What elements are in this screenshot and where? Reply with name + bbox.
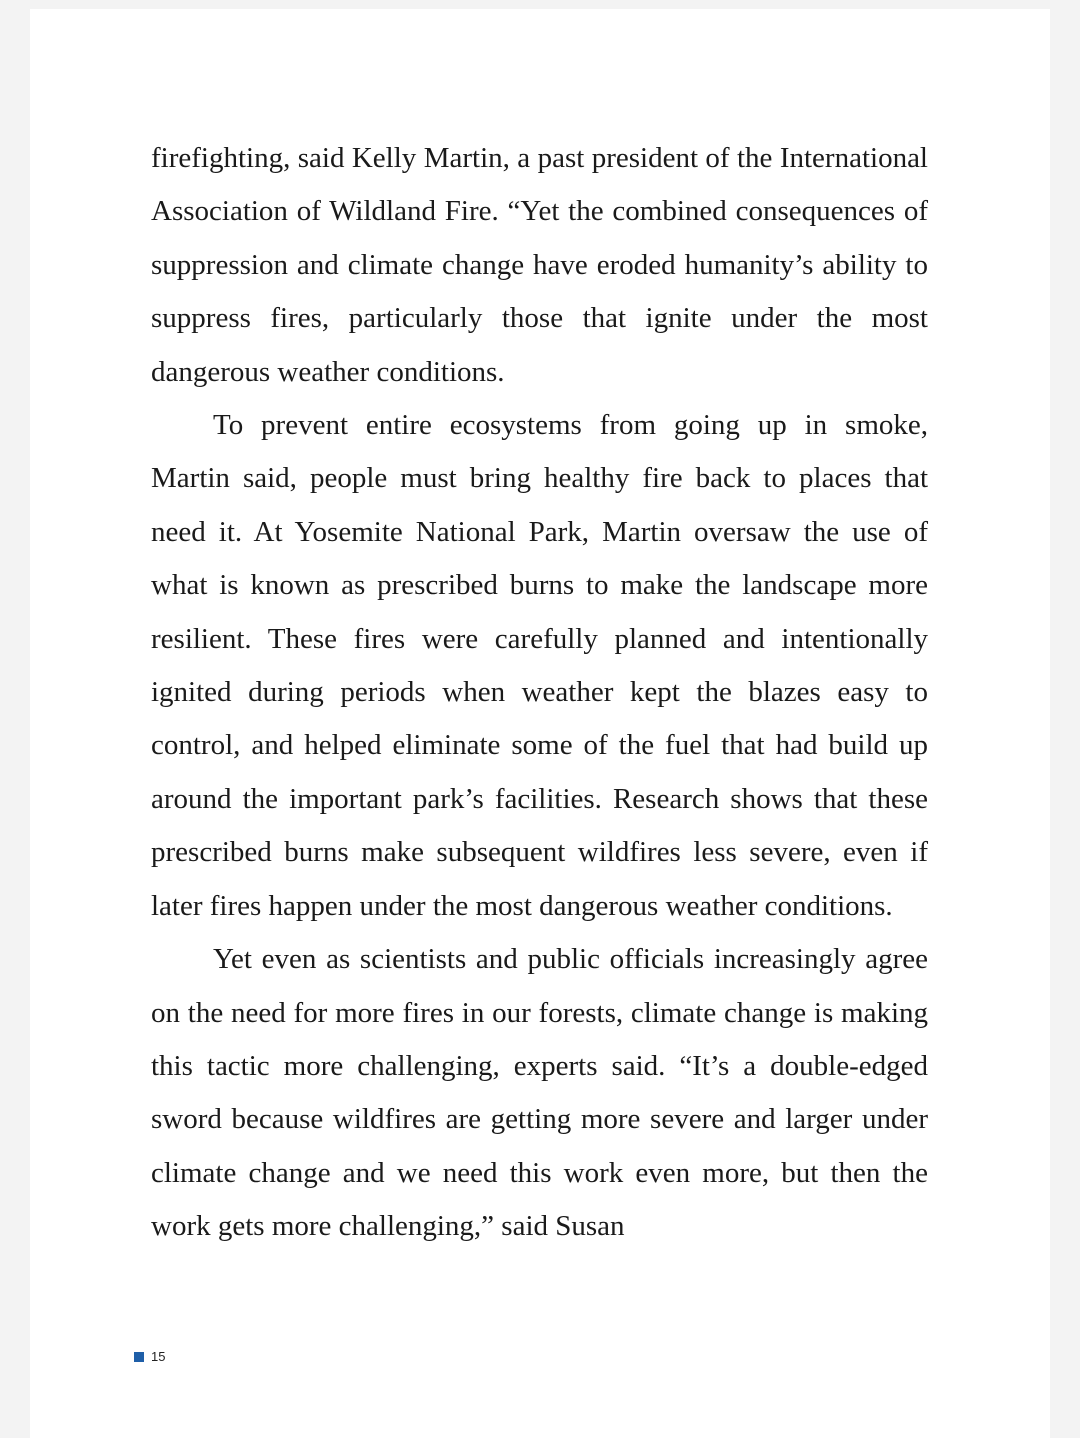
document-page	[30, 9, 1050, 1438]
body-text	[151, 132, 928, 1254]
page-footer	[134, 1349, 165, 1364]
page-marker-icon	[134, 1352, 144, 1362]
page-number: 15	[151, 1349, 166, 1364]
paragraph-3: Yet even as scientists and public officials increasingly agree on the need for more fires in our forests, climate change is making this tactic more challenging, experts said. “It’s a double-edged sword because wildfires are getting more severe and larger under climate change and we need this work even more, but then the work gets more challenging,” said Susan	[151, 943, 928, 1243]
paragraph-2: To prevent entire ecosystems from going up in smoke, Martin said, people must bring healthy fire back to places that need it. At Yosemite National Park, Martin oversaw the use of what is known as prescribed burns to make the landscape more resilient. These fires were carefully planned and intentionally ignited during periods when weather kept the blazes easy to control, and helped eliminate some of the fuel that had build up around the important park’s facilities. Research shows that these prescribed burns make subsequent wildfires less severe, even if later fires happen under the most dangerous weather conditions.	[151, 409, 928, 922]
paragraph-1: firefighting, said Kelly Martin, a past president of the International Association of Wildland Fire. “Yet the combined consequences of suppression and climate change have eroded humanity’s ability to suppress fires, particularly those that ignite under the most dangerous weather conditions.	[151, 142, 928, 388]
